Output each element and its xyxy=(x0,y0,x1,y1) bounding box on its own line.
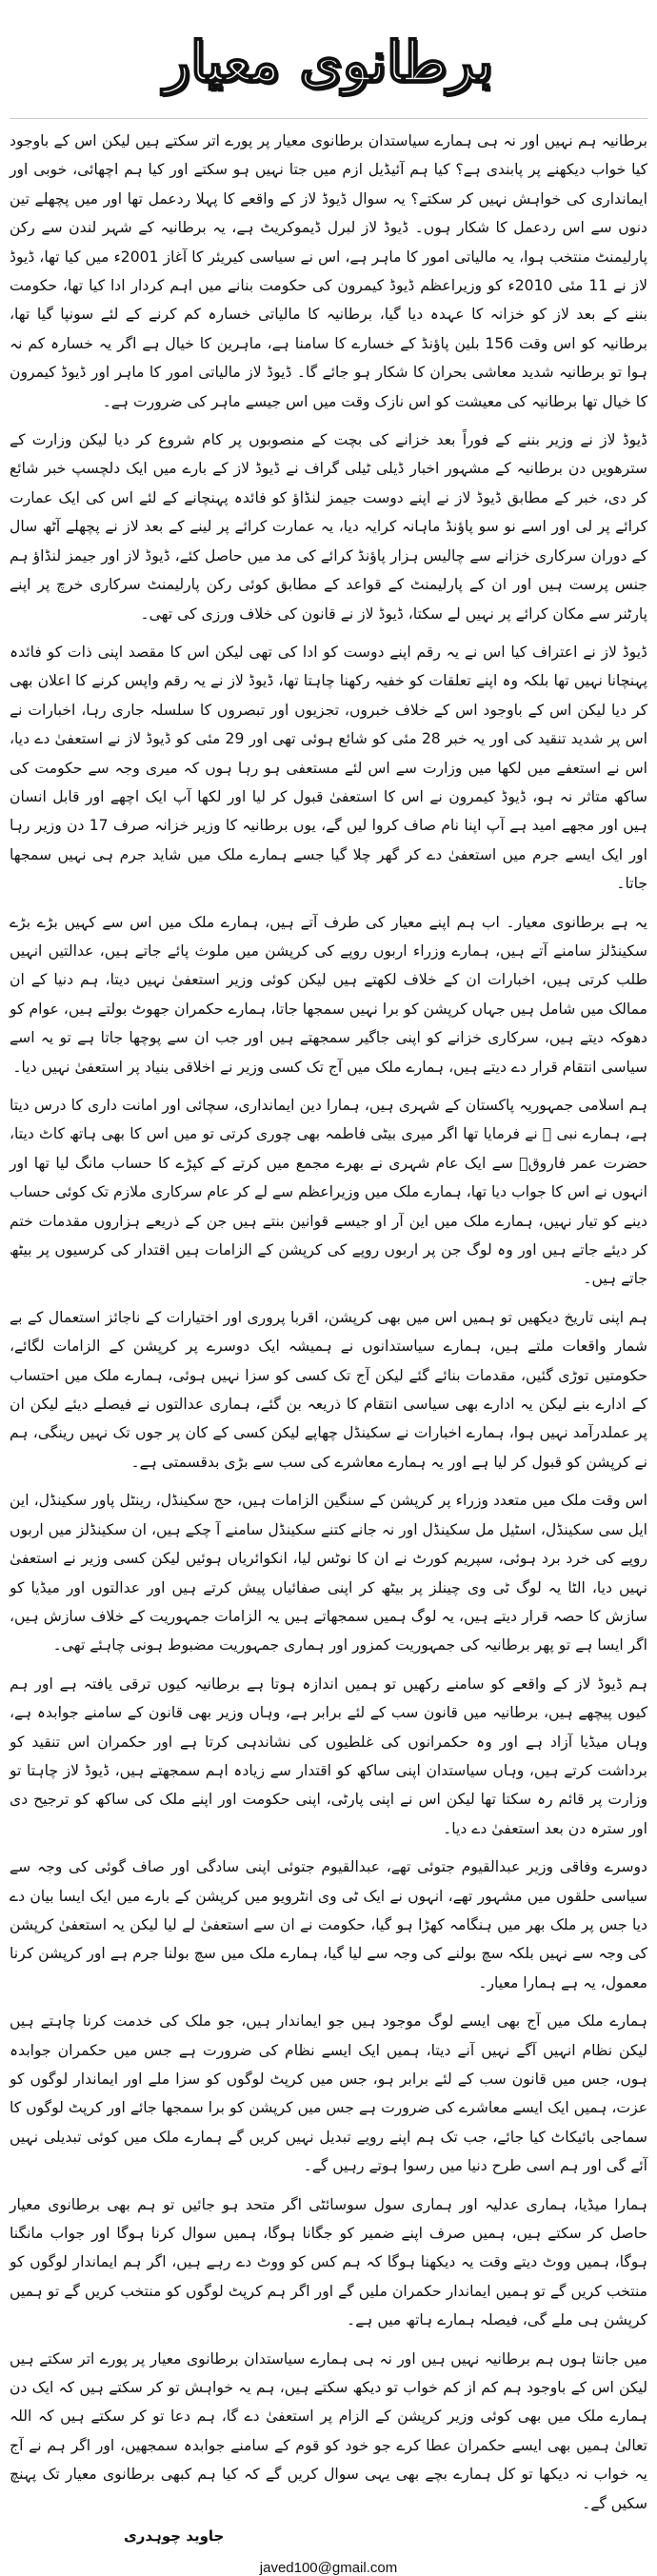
headline-area xyxy=(10,6,647,119)
article-paragraph: میں جانتا ہوں ہم برطانیہ نہیں ہیں اور نہ ہی ہمارے سیاستدان برطانوی معیار پر پورے اتر سکتے ہیں لیکن اس کے باوجود ہم کم از کم خواب تو دیکھ سکتے ہیں، ہم یہ خواہش تو کر سکتے ہیں کہ ایک دن ہمارے ملک میں بھی کوئی وزیر کرپشن کے الزام پر استعفیٰ دے گا، ہم دعا تو کر سکتے ہیں کہ اللہ تعالیٰ ہمیں بھی ایسے حکمران عطا کرے جو خود کو قوم کے سامنے جوابدہ سمجھیں، اور اگر ہم نے آج یہ خواب نہ دیکھا تو کل ہمارے بچے بھی یہی سوال کریں گے کہ کیا ہم کبھی برطانوی معیار تک پہنچ سکیں گے۔ xyxy=(10,2349,647,2512)
article-paragraph: ہمارا میڈیا، ہماری عدلیہ اور ہماری سول سوسائٹی اگر متحد ہو جائیں تو ہم بھی برطانوی معیار حاصل کر سکتے ہیں، ہمیں صرف اپنے ضمیر کو جگانا ہوگا، ہمیں سوال کرنا ہوگا اور جواب مانگنا ہوگا، ہمیں ووٹ دیتے وقت یہ دیکھنا ہوگا کہ ہم کس کو ووٹ دے رہے ہیں، اگر ہم ایماندار لوگوں کو منتخب کریں گے تو ہمیں ایماندار حکمران ملیں گے اور اگر ہم کرپٹ لوگوں کو منتخب کریں گے تو ہمیں کرپشن ہی ملے گی، فیصلہ ہمارے ہاتھ میں ہے۔ xyxy=(10,2195,647,2329)
article-paragraph: برطانیہ ہم نہیں اور نہ ہی ہمارے سیاستدان برطانوی معیار پر پورے اتر سکتے ہیں لیکن اس کے باوجود کیا خواب دیکھنے پر پابندی ہے؟ کیا ہم آئیڈیل ازم میں جتا نہیں ہو سکتے اور کیا ہم اچھائی، خوبی اور ایمانداری کی خواہش نہیں کر سکتے؟ یہ سوال ڈیوڈ لاز کے واقعے کا پہلا ردعمل تھا اور میں پچھلے تین دنوں سے اس ردعمل کا شکار ہوں۔ ڈیوڈ لاز لبرل ڈیموکریٹ ہے، یہ برطانیہ کے شہر لندن سے رکن پارلیمنٹ منتخب ہوا، یہ مالیاتی امور کا ماہر ہے، اس نے سیاسی کیریئر کا آغاز 2001ء میں کیا تھا، ڈیوڈ لاز نے 11 مئی 2010ء کو وزیراعظم ڈیوڈ کیمرون کی حکومت بنانے میں اہم کردار ادا کیا تھا، حکومت بننے کے بعد لاز کو خزانہ کا عہدہ دیا گیا، برطانیہ کا مالیاتی خسارہ کم کرنے کے لئے سونپا گیا تھا، برطانیہ کو اس وقت 156 بلین پاؤنڈ کے خسارے کا سامنا ہے، ماہرین کا خیال ہے اگر یہ خسارہ کم نہ ہوا تو برطانیہ شدید معاشی بحران کا شکار ہو جائے گا۔ ڈیوڈ لاز مالیاتی امور کا ماہر اور ڈیوڈ کیمرون کا خیال تھا برطانیہ کی معیشت کو اس نازک وقت میں اس جیسے ماہر کی ضرورت ہے۔ xyxy=(10,132,647,410)
article-paragraph: ہم اپنی تاریخ دیکھیں تو ہمیں اس میں بھی کرپشن، اقربا پروری اور اختیارات کے ناجائز استعمال کے بے شمار واقعات ملتے ہیں، ہمارے سیاستدانوں نے ہمیشہ ایک دوسرے پر کرپشن کے الزامات لگائے، حکومتیں توڑی گئیں، مقدمات بنائے گئے لیکن آج تک کسی کو سزا نہیں ہوئی، ہمارے ملک میں احتساب کے ادارے بنے لیکن یہ ادارے بھی سیاسی انتقام کا ذریعہ بن گئے، ہماری عدالتوں نے فیصلے دیئے لیکن ان پر عملدرآمد نہیں ہوا، ہمارے اخبارات نے سکینڈل چھاپے لیکن کسی کے کان پر جوں تک نہیں رینگی، ہم نے کرپشن کو قبول کر لیا ہے اور یہ ہمارے معاشرے کی سب سے بڑی بدقسمتی ہے۔ xyxy=(10,1308,647,1471)
article-paragraph: ڈیوڈ لاز نے وزیر بننے کے فوراً بعد خزانے کی بچت کے منصوبوں پر کام شروع کر دیا لیکن وزارت کے سترھویں دن برطانیہ کے مشہور اخبار ڈیلی ٹیلی گراف نے ڈیوڈ لاز کے بارے میں ایک دلچسپ خبر شائع کر دی، خبر کے مطابق ڈیوڈ لاز نے اپنے دوست جیمز لنڈاؤ کو فائدہ پہنچانے کے لئے اس کی ایک عمارت کرائے پر لی اور اسے نو سو پاؤنڈ ماہانہ کرایہ دیا، یہ عمارت کرائے پر لینے کے بعد لاز نے پچھلے آٹھ سال کے دوران سرکاری خزانے سے چالیس ہزار پاؤنڈ کرائے کی مد میں حاصل کئے، ڈیوڈ لاز اور جیمز لنڈاؤ ہم جنس پرست ہیں اور ان کے پارلیمنٹ کے قواعد کے مطابق کوئی رکن پارلیمنٹ سرکاری خرچ پر اپنے پارٹنر سے مکان کرائے پر نہیں لے سکتا، ڈیوڈ لاز نے قانون کی خلاف ورزی کی تھی۔ xyxy=(10,431,647,623)
author-byline: جاوید چوہدری xyxy=(124,2527,225,2546)
article-paragraph: ہم اسلامی جمہوریہ پاکستان کے شہری ہیں، ہمارا دین ایمانداری، سچائی اور امانت داری کا درس دیتا ہے، ہمارے نبی ﷺ نے فرمایا تھا اگر میری بیٹی فاطمہ بھی چوری کرتی تو میں اس کا بھی ہاتھ کاٹ دیتا، حضرت عمر فاروقؓ سے ایک عام شہری نے بھرے مجمع میں کرتے کے کپڑے کا حساب مانگ لیا تھا اور انہوں نے اس کا جواب دیا تھا، ہمارے ملک میں وزیراعظم سے لے کر عام سرکاری ملازم تک کوئی حساب دینے کو تیار نہیں، ہمارے ملک میں این آر او جیسے قوانین بنتے ہیں جن کے ذریعے ہزاروں مقدمات ختم کر دیئے جاتے ہیں اور وہ لوگ جن پر اربوں روپے کی کرپشن کے الزامات ہیں اقتدار کی کرسیوں پر بیٹھ جاتے ہیں۔ xyxy=(10,1097,647,1288)
article-body xyxy=(10,127,647,2518)
article-paragraph: ڈیوڈ لاز نے اعتراف کیا اس نے یہ رقم اپنے دوست کو ادا کی تھی لیکن اس کا مقصد اپنی ذات کو فائدہ پہنچانا نہیں تھا بلکہ وہ اپنے تعلقات کو خفیہ رکھنا چاہتا تھا، ڈیوڈ لاز نے یہ رقم واپس کرنے کا اعلان بھی کر دیا لیکن اس کے باوجود اس کے خلاف خبروں، تجزیوں اور تبصروں کا سلسلہ جاری رہا، اخبارات نے اس پر شدید تنقید کی اور یہ خبر 28 مئی کو شائع ہوئی تھی اور 29 مئی کو ڈیوڈ لاز نے استعفیٰ دے دیا، اس نے استعفے میں لکھا میں وزارت سے اس لئے مستعفی ہو رہا ہوں کہ میری وجہ سے حکومت کی ساکھ متاثر نہ ہو، ڈیوڈ کیمرون نے اس کا استعفیٰ قبول کر لیا اور لکھا آپ ایک اچھے اور قابل انسان ہیں اور مجھے امید ہے آپ اپنا نام صاف کروا لیں گے، یوں برطانیہ کا وزیر خزانہ صرف 17 دن وزیر رہا اور ایک ایسے جرم میں استعفیٰ دے کر گھر چلا گیا جسے ہمارے ملک میں شاید جرم ہی نہیں سمجھا جاتا۔ xyxy=(10,643,647,893)
article-paragraph: اس وقت ملک میں متعدد وزراء پر کرپشن کے سنگین الزامات ہیں، حج سکینڈل، رینٹل پاور سکینڈل، این ایل سی سکینڈل، اسٹیل مل سکینڈل اور نہ جانے کتنے سکینڈل سامنے آ چکے ہیں، ان سکینڈلز میں اربوں روپے کی خرد برد ہوئی، سپریم کورٹ نے ان کا نوٹس لیا، انکوائریاں ہوئیں لیکن کسی وزیر نے استعفیٰ نہیں دیا، الٹا یہ لوگ ٹی وی چینلز پر بیٹھ کر اپنی صفائیاں پیش کرتے ہیں اور عدالتوں اور میڈیا کو سازش کا حصہ قرار دیتے ہیں، یہ لوگ ہمیں سمجھاتے ہیں یہ الزامات جمہوریت کے خلاف سازش ہیں، اگر ایسا ہے تو پھر برطانیہ کی جمہوریت کمزور اور ہماری جمہوریت مضبوط ہونی چاہئے تھی۔ xyxy=(10,1492,647,1655)
article-paragraph: ہم ڈیوڈ لاز کے واقعے کو سامنے رکھیں تو ہمیں اندازہ ہوتا ہے برطانیہ کیوں ترقی یافتہ ہے اور ہم کیوں پیچھے ہیں، برطانیہ میں قانون سب کے لئے برابر ہے، وہاں وزیر بھی قانون کے سامنے جوابدہ ہے، وہاں میڈیا آزاد ہے اور وہ حکمرانوں کی غلطیوں کی نشاندہی کرتا ہے اور حکمران اس تنقید کو برداشت کرتے ہیں، وہاں سیاستدان اپنی ساکھ کو اقتدار سے زیادہ اہم سمجھتے ہیں، ڈیوڈ لاز چاہتا تو وزارت پر قائم رہ سکتا تھا لیکن اس نے اپنی پارٹی، اپنی حکومت اور اپنے ملک کی ساکھ کو ترجیح دی اور سترہ دن بعد استعفیٰ دے دیا۔ xyxy=(10,1674,647,1837)
author-email: javed100@gmail.com xyxy=(259,2560,398,2576)
page-title: برطانوی معیار xyxy=(164,30,493,94)
article-paragraph: دوسرے وفاقی وزیر عبدالقیوم جتوئی تھے، عبدالقیوم جتوئی اپنی سادگی اور صاف گوئی کی وجہ سے سیاسی حلقوں میں مشہور تھے، انہوں نے ایک ٹی وی انٹرویو میں کرپشن کے بارے میں ایک ایسا بیان دے دیا جس پر ملک بھر میں ہنگامہ کھڑا ہو گیا، حکومت نے ان سے استعفیٰ لے لیا لیکن یہ استعفیٰ کرپشن کی وجہ سے نہیں بلکہ سچ بولنے کی وجہ سے لیا گیا، ہمارے ملک میں سچ بولنا جرم ہے اور کرپشن کرنا معمول، یہ ہے ہمارا معیار۔ xyxy=(10,1858,647,1991)
article-paragraph: یہ ہے برطانوی معیار۔ اب ہم اپنے معیار کی طرف آتے ہیں، ہمارے ملک میں اس سے کہیں بڑے بڑے سکینڈلز سامنے آتے ہیں، ہمارے وزراء اربوں روپے کی کرپشن میں ملوث پائے جاتے ہیں، عدالتیں انہیں طلب کرتی ہیں، اخبارات ان کے خلاف لکھتے ہیں لیکن کوئی وزیر استعفیٰ نہیں دیتا، ہم دنیا کے ان ممالک میں شامل ہیں جہاں کرپشن کو برا نہیں سمجھا جاتا، ہمارے حکمران جھوٹ بولتے ہیں، عوام کو دھوکہ دیتے ہیں، سرکاری خزانے کو اپنی جاگیر سمجھتے ہیں اور جب ان سے پوچھا جاتا ہے تو یہ اسے سیاسی انتقام قرار دے دیتے ہیں، ہمارے ملک میں آج تک کسی وزیر نے اخلاقی بنیاد پر استعفیٰ نہیں دیا۔ xyxy=(10,913,647,1076)
article-paragraph: ہمارے ملک میں آج بھی ایسے لوگ موجود ہیں جو ایماندار ہیں، جو ملک کی خدمت کرنا چاہتے ہیں لیکن نظام انہیں آگے نہیں آنے دیتا، ہمیں ایک ایسے نظام کی ضرورت ہے جس میں حکمران جوابدہ ہوں، جس میں قانون سب کے لئے برابر ہو، جس میں کرپٹ لوگوں کو سزا ملے اور ایماندار لوگوں کو عزت، ہمیں ایک ایسے معاشرے کی ضرورت ہے جس میں کرپشن کو برا سمجھا جائے اور کرپٹ لوگوں کا سماجی بائیکاٹ کیا جائے، جب تک ہم اپنے رویے تبدیل نہیں کریں گے ہمارے ملک میں کوئی تبدیلی نہیں آئے گی اور ہم اسی طرح دنیا میں رسوا ہوتے رہیں گے۔ xyxy=(10,2012,647,2175)
